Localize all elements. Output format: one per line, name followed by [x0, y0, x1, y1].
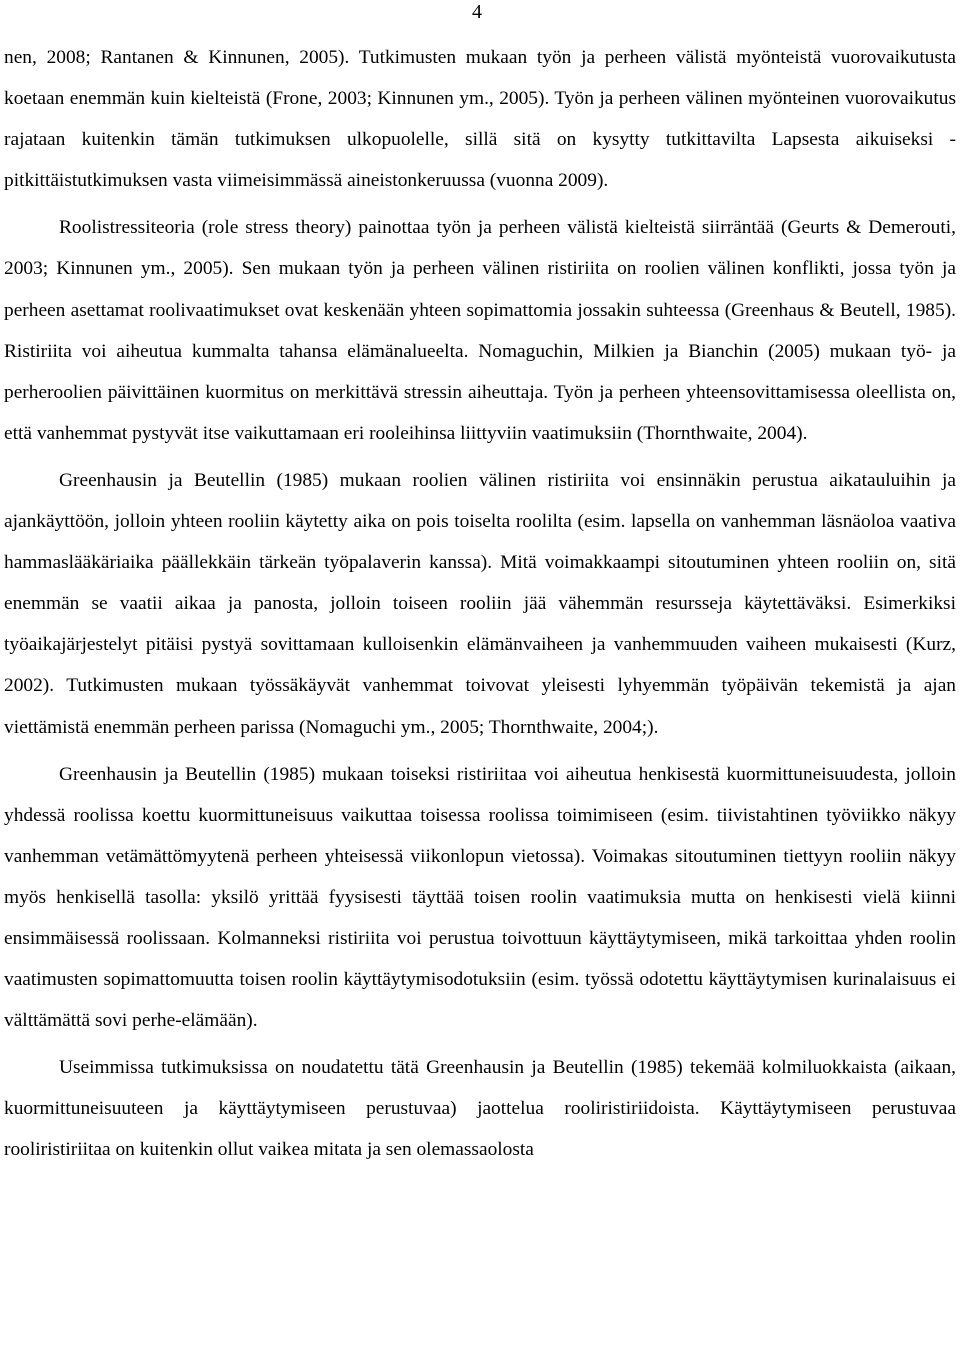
page-number: 4 [472, 1, 482, 23]
paragraph-classification: Useimmissa tutkimuksissa on noudatettu tätä Greenhausin ja Beutellin (1985) tekemää kolmiluokkaista (aikaan, kuormittuneisuuteen ja käyttäytymiseen perustuvaa) jaottelua rooliristiriidoista. Käyttäytymiseen perustuvaa rooliristiriitaa on kuitenkin ollut vaikea mitata ja sen olemassaolosta [4, 1057, 956, 1161]
document-body [4, 37, 956, 1171]
paragraph-time-based-conflict: Greenhausin ja Beutellin (1985) mukaan roolien välinen ristiriita voi ensinnäkin perustua aikatauluihin ja ajankäyttöön, jolloin yhteen rooliin käytetty aika on pois toiselta roolilta (esim. lapsella on vanhemman läsnäoloa vaativa hammaslääkäriaika päällekkäin tärkeän työpalaverin kanssa). Mitä voimakkaampi sitoutuminen yhteen rooliin on, sitä enemmän se vaatii aikaa ja panosta, jolloin toiseen rooliin jää vähemmän resursseja käytettäväksi. Esimerkiksi työaikajärjestelyt pitäisi pystyä sovittamaan kulloisenkin elämänvaiheen ja vanhemmuuden vaiheen mukaisesti (Kurz, 2002). Tutkimusten mukaan työssäkäyvät vanhemmat toivovat yleisesti lyhyemmän työpäivän tekemistä ja ajan viettämistä enemmän perheen parissa (Nomaguchi ym., 2005; Thornthwaite, 2004;). [4, 469, 956, 738]
paragraph-strain-based-conflict: Greenhausin ja Beutellin (1985) mukaan toiseksi ristiriitaa voi aiheutua henkisestä kuormittuneisuudesta, jolloin yhdessä roolissa koettu kuormittuneisuus vaikuttaa toisessa roolissa toimimiseen (esim. tiivistahtinen työviikko näkyy vanhemman vetämättömyytenä perheen yhteisessä viikonlopun vietossa). Voimakas sitoutuminen tiettyyn rooliin näkyy myös henkisellä tasolla: yksilö yrittää fyysisesti täyttää toisen roolin vaatimuksia mutta on henkisesti vielä kiinni ensimmäisessä roolissaan. Kolmanneksi ristiriita voi perustua toivottuun käyttäytymiseen, mikä tarkoittaa yhden roolin vaatimusten sopimattomuutta toisen roolin käyttäytymisodotuksiin (esim. työssä odotettu käyttäytymisen kurinalaisuus ei välttämättä sovi perhe-elämään). [4, 763, 956, 1032]
paragraph-role-stress-theory: Roolistressiteoria (role stress theory) painottaa työn ja perheen välistä kielteistä siirräntää (Geurts & Demerouti, 2003; Kinnunen ym., 2005). Sen mukaan työn ja perheen välinen ristiriita on roolien välinen konflikti, jossa työn ja perheen asettamat roolivaatimukset ovat keskenään yhteen sopimattomia jossakin suhteessa (Greenhaus & Beutell, 1985). Ristiriita voi aiheutua kummalta tahansa elämänalueelta. Nomaguchin, Milkien ja Bianchin (2005) mukaan työ- ja perheroolien päivittäinen kuormitus on merkittävä stressin aiheuttaja. Työn ja perheen yhteensovittamisessa oleellista on, että vanhemmat pystyvät itse vaikuttamaan eri rooleihinsa liittyviin vaatimuksiin (Thornthwaite, 2004). [4, 217, 956, 444]
paragraph-continuation: nen, 2008; Rantanen & Kinnunen, 2005). Tutkimusten mukaan työn ja perheen välistä myönteistä vuorovaikutusta koetaan enemmän kuin kielteistä (Frone, 2003; Kinnunen ym., 2005). Työn ja perheen välinen myönteinen vuorovaikutus rajataan kuitenkin tämän tutkimuksen ulkopuolelle, sillä sitä on kysytty tutkittavilta Lapsesta aikuiseksi - pitkittäistutkimuksen vasta viimeisimmässä aineistonkeruussa (vuonna 2009). [4, 47, 956, 192]
